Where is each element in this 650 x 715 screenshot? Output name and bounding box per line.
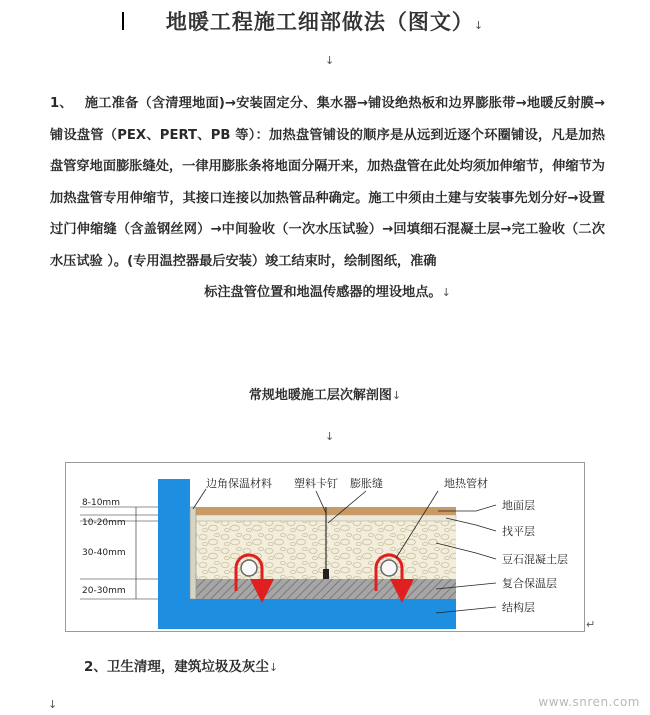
plastic-clip	[323, 569, 329, 579]
section-2-heading-text: 2、卫生清理，建筑垃圾及灰尘	[84, 659, 269, 675]
label-heating-pipe: 地热管材	[444, 477, 488, 490]
paragraph-mark: ↓	[48, 698, 58, 711]
section-2-heading	[84, 655, 278, 675]
floor-heating-cross-section-figure	[65, 462, 585, 632]
label-gravel-concrete: 豆石混凝土层	[502, 553, 568, 566]
title-text: 地暖工程施工细部做法（图文）	[165, 10, 474, 34]
paragraph-mark: ↵	[586, 618, 596, 631]
label-expansion-joint: 膨胀缝	[350, 477, 383, 490]
paragraph-mark: ↓	[441, 286, 451, 299]
structure-slab	[158, 599, 456, 629]
paragraph-mark: ↓	[325, 430, 335, 443]
label-composite-insulation: 复合保温层	[502, 577, 557, 590]
dim-insulation: 20-30mm	[82, 586, 126, 596]
paragraph-mark: ↓	[268, 661, 279, 674]
leveling-layer	[190, 515, 456, 521]
insulation-layer	[190, 579, 456, 599]
dim-leveling: 10-20mm	[82, 518, 126, 528]
figure-caption	[0, 384, 650, 403]
figure-caption-text: 常规地暖施工层次解剖图	[248, 388, 392, 403]
section-1-last-line: 标注盘管位置和地温传感器的埋设地点。	[204, 285, 442, 300]
edge-insulation-strip	[190, 507, 196, 599]
cross-section-diagram	[66, 463, 584, 631]
paragraph-mark: ↓	[391, 389, 402, 402]
watermark: www.snren.com	[538, 695, 640, 709]
paragraph-mark: ↓	[325, 54, 335, 67]
label-edge-insulation: 边角保温材料	[206, 477, 272, 490]
label-floor-layer: 地面层	[502, 499, 535, 512]
dim-concrete: 30-40mm	[82, 548, 126, 558]
paragraph-mark: ↓	[473, 19, 485, 32]
document-title	[0, 6, 650, 36]
dim-floor: 8-10mm	[82, 498, 120, 508]
section-1-paragraph	[50, 88, 605, 309]
label-plastic-clip: 塑料卡钉	[294, 477, 338, 490]
label-leveling-layer: 找平层	[502, 525, 535, 538]
section-1-text: 施工准备（含清理地面)→安装固定分、集水器→铺设绝热板和边界膨胀带→地暖反射膜→铺设盘管（PEX、PERT、PB 等）：加热盘管铺设的顺序是从远到近逐个环圈铺设，凡是加热盘管穿地面膨胀缝处，一律用膨胀条将地面分隔开来，加热盘管在此处均须加伸缩节，伸缩节为加热盘管专用伸缩节，其接口连接以加热管品种确定。施工中须由土建与安装事先划分好→设置过门伸缩缝（含盖钢丝网）→中间验收（一次水压试验）→回填细石混凝土层→完工验收（二次水压试验 ）。(专用温控器最后安装）竣工结束时，绘制图纸，准确	[50, 96, 605, 269]
floor-surface-layer	[190, 507, 456, 515]
section-1-number: 1、	[50, 96, 73, 111]
label-structure-layer: 结构层	[502, 601, 535, 614]
